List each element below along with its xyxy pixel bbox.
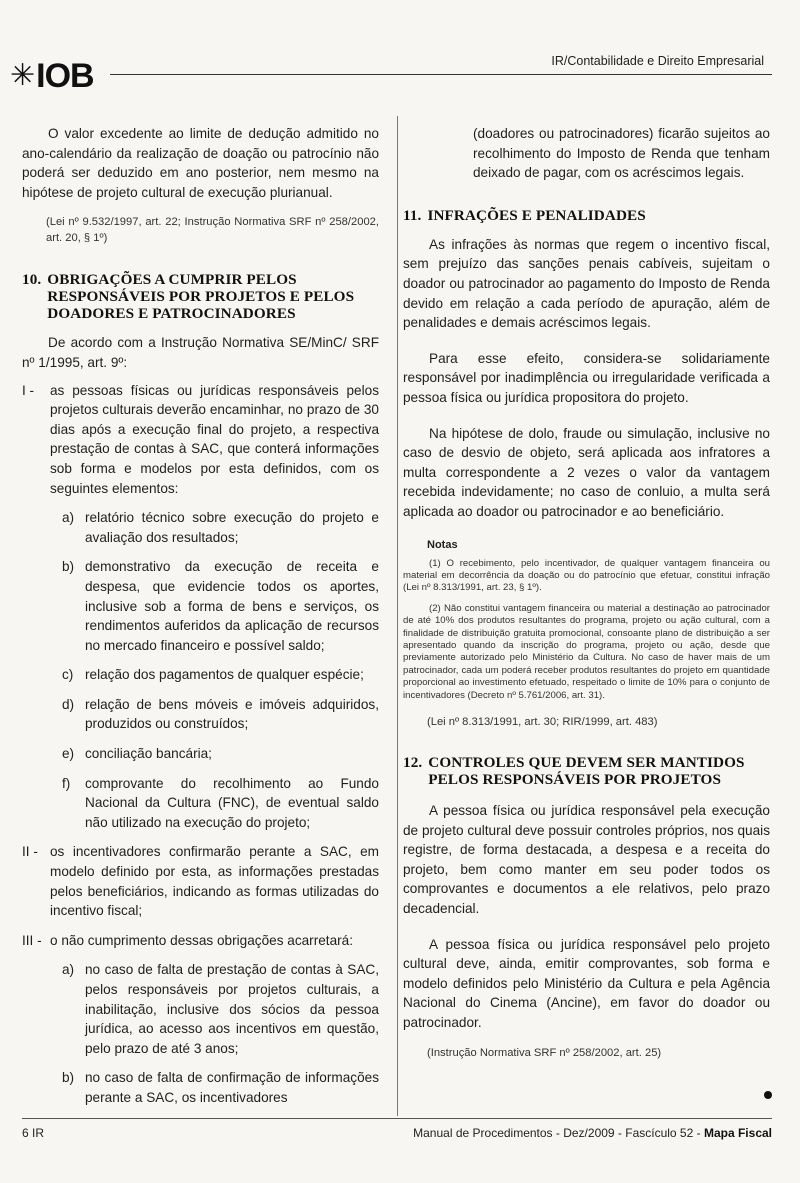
- list-text: comprovante do recolhimento ao Fundo Nacional da Cultura (FNC), de eventual saldo não utilizado na execução do projeto;: [85, 775, 379, 830]
- legal-reference: (Instrução Normativa SRF nº 258/2002, art. 25): [427, 1046, 662, 1059]
- left-column: [22, 124, 379, 1108]
- list-label: f): [62, 775, 71, 791]
- header-rule: [110, 74, 772, 75]
- list-label: I -: [22, 382, 35, 398]
- footer-product: Mapa Fiscal: [703, 1126, 772, 1140]
- logo-text: IOB: [36, 56, 94, 95]
- section-number: 11.: [403, 206, 422, 224]
- paragraph-controles: A pessoa física ou jurídica responsável pela execução de projeto cultural deve possuir controles próprios, nos quais registre, de forma destacada, a despesa e a receita do projeto, bem como manter em seu poder todos os comprovantes e documentos a ele relativos, pelo prazo decadencial.: [403, 802, 770, 916]
- list-text: demonstrativo da execução de receita e despesa, que evidencie todos os aportes, inclusive sob a forma de bens e serviços, os rendimentos auferidos da aplicação de recursos no mercado financeiro e possível saldo;: [85, 559, 379, 653]
- list-item-ii: [22, 842, 379, 920]
- section-heading-12: [403, 754, 770, 788]
- note-1: (1) O recebimento, pelo incentivador, de qualquer vantagem financeira ou material em decorrência da doação ou do patrocínio que efetuar, constitui infração (Lei nº 8.313/1991, art. 23, § 1º).: [403, 557, 770, 594]
- note-2: (2) Não constitui vantagem financeira ou material a destinação ao patrocinador de até 10% dos produtos resultantes do programa, projeto ou ação cultural, com a finalidade de distribuição gratuita promocional, consoante plano de distribuição a ser apresentado quando da inscrição do programa, projeto ou ação, desde que previamente autorizado pelo Ministério da Cultura. No caso de haver mais de um patrocinador, cada um poderá receber produtos resultantes do projeto em quantidade proporcional ao investimento efetuado, respeitado o limite de 10% para o conjunto de incentivadores (Decreto nº 5.761/2006, art. 31).: [403, 602, 770, 701]
- continued-paragraph: (doadores ou patrocinadores) ficarão sujeitos ao recolhimento do Imposto de Renda que tenham deixado de pagar, com os acréscimos legais.: [473, 126, 770, 181]
- list-text: as pessoas físicas ou jurídicas responsáveis pelos projetos culturais deverão encaminhar, no prazo de 30 dias após a execução final do projeto, a respectiva prestação de contas à SAC, que conterá informações sob forma e modelos por esta definidos, com os seguintes elementos:: [50, 382, 379, 496]
- list-text: conciliação bancária;: [85, 746, 212, 762]
- footer-rule: [22, 1118, 772, 1119]
- list-text: relação dos pagamentos de qualquer espécie;: [85, 667, 364, 683]
- footer-info: [413, 1126, 772, 1140]
- section-heading-text: CONTROLES QUE DEVEM SER MANTIDOS PELOS RESPONSÁVEIS POR PROJETOS: [428, 753, 745, 788]
- list-item-iii: [22, 931, 379, 951]
- section-number: 12.: [403, 753, 423, 771]
- list-item-c: [22, 665, 379, 685]
- list-label: c): [62, 667, 74, 683]
- list-item-iii-b: [22, 1068, 379, 1107]
- list-item-e: [22, 744, 379, 764]
- legal-reference: (Lei nº 8.313/1991, art. 30; RIR/1999, art. 483): [427, 715, 658, 728]
- paragraph-dolo: Na hipótese de dolo, fraude ou simulação, inclusive no caso de desvio de objeto, será aplicada aos infratores a multa correspondente a 2 vezes o valor da vantagem recebida indevidamente; no caso de conluio, a multa será aplicada ao doador ou patrocinador e ao beneficiário.: [403, 425, 770, 519]
- list-label: a): [62, 962, 75, 978]
- list-item-a: [22, 508, 379, 547]
- list-item-i: [22, 381, 379, 499]
- list-text: relação de bens móveis e imóveis adquiridos, produzidos ou construídos;: [85, 696, 379, 732]
- legal-reference: (Lei nº 9.532/1997, art. 22; Instrução Normativa SRF nº 258/2002, art. 20, § 1º): [46, 216, 379, 245]
- paragraph-dedution-limit: O valor excedente ao limite de dedução admitido no ano-calendário da realização de doação ou patrocínio não poderá ser deduzido em ano posterior, nem mesmo na hipótese de projeto cultural de execução plurianual.: [22, 126, 379, 200]
- paragraph-infracoes: As infrações às normas que regem o incentivo fiscal, sem prejuízo das sanções penais cabíveis, sujeitam o doador ou patrocinador ao pagamento do Imposto de Renda devido em relação a cada período de apuração, além de penalidades e demais acréscimos legais.: [403, 236, 770, 331]
- list-text: o não cumprimento dessas obrigações acarretará:: [50, 932, 353, 948]
- end-bullet-icon: [764, 1091, 772, 1099]
- paragraph-comprovantes: A pessoa física ou jurídica responsável pelo projeto cultural deve, ainda, emitir comprovantes, sob forma e modelo definidos pelo Ministério da Cultura e pela Agência Nacional do Cinema (Ancine), em favor do doador ou patrocinador.: [403, 936, 770, 1030]
- list-item-f: [22, 774, 379, 833]
- section-heading-10: [22, 271, 379, 322]
- notes-title: Notas: [427, 538, 458, 551]
- paragraph-instrucao: De acordo com a Instrução Normativa SE/MinC/ SRF nº 1/1995, art. 9º:: [22, 335, 379, 370]
- page-number: 6 IR: [22, 1126, 45, 1140]
- list-label: II -: [22, 844, 38, 860]
- section-heading-11: [403, 207, 770, 224]
- iob-logo: [10, 56, 94, 96]
- right-column: [403, 124, 770, 1061]
- list-item-iii-a: [22, 960, 379, 1058]
- section-number: 10.: [22, 271, 42, 289]
- section-heading-text: INFRAÇÕES E PENALIDADES: [427, 206, 646, 224]
- list-item-d: [22, 695, 379, 734]
- list-text: no caso de falta de confirmação de informações perante a SAC, os incentivadores: [85, 1070, 379, 1105]
- list-label: III -: [22, 932, 42, 948]
- list-label: a): [62, 510, 75, 526]
- logo-star-icon: ✳: [10, 58, 36, 93]
- footer-publication: Manual de Procedimentos - Dez/2009 - Fascículo 52 -: [413, 1126, 701, 1140]
- list-label: d): [62, 696, 75, 712]
- list-label: e): [62, 746, 75, 762]
- paragraph-solidario: Para esse efeito, considera-se solidariamente responsável por inadimplência ou irregularidade verificada a pessoa física ou jurídica propositora do projeto.: [403, 350, 770, 405]
- list-text: os incentivadores confirmarão perante a SAC, em modelo definido por esta, as informações prestadas pelos beneficiários, indicando as formas utilizadas do incentivo fiscal;: [50, 844, 379, 919]
- list-text: relatório técnico sobre execução do projeto e avaliação dos resultados;: [85, 510, 379, 545]
- list-text: no caso de falta de prestação de contas à SAC, pelos responsáveis por projetos culturais, a inabilitação, inclusive dos sócios da pessoa jurídica, ao acesso aos incentivos em questão, pelo prazo de até 3 anos;: [85, 962, 379, 1056]
- section-heading-text: OBRIGAÇÕES A CUMPRIR PELOS RESPONSÁVEIS POR PROJETOS E PELOS DOADORES E PATROCINADORES: [47, 271, 355, 323]
- list-label: b): [62, 559, 75, 575]
- column-divider: [397, 116, 398, 1116]
- list-label: b): [62, 1070, 75, 1086]
- section-title: IR/Contabilidade e Direito Empresarial: [551, 54, 764, 68]
- list-item-b: [22, 557, 379, 655]
